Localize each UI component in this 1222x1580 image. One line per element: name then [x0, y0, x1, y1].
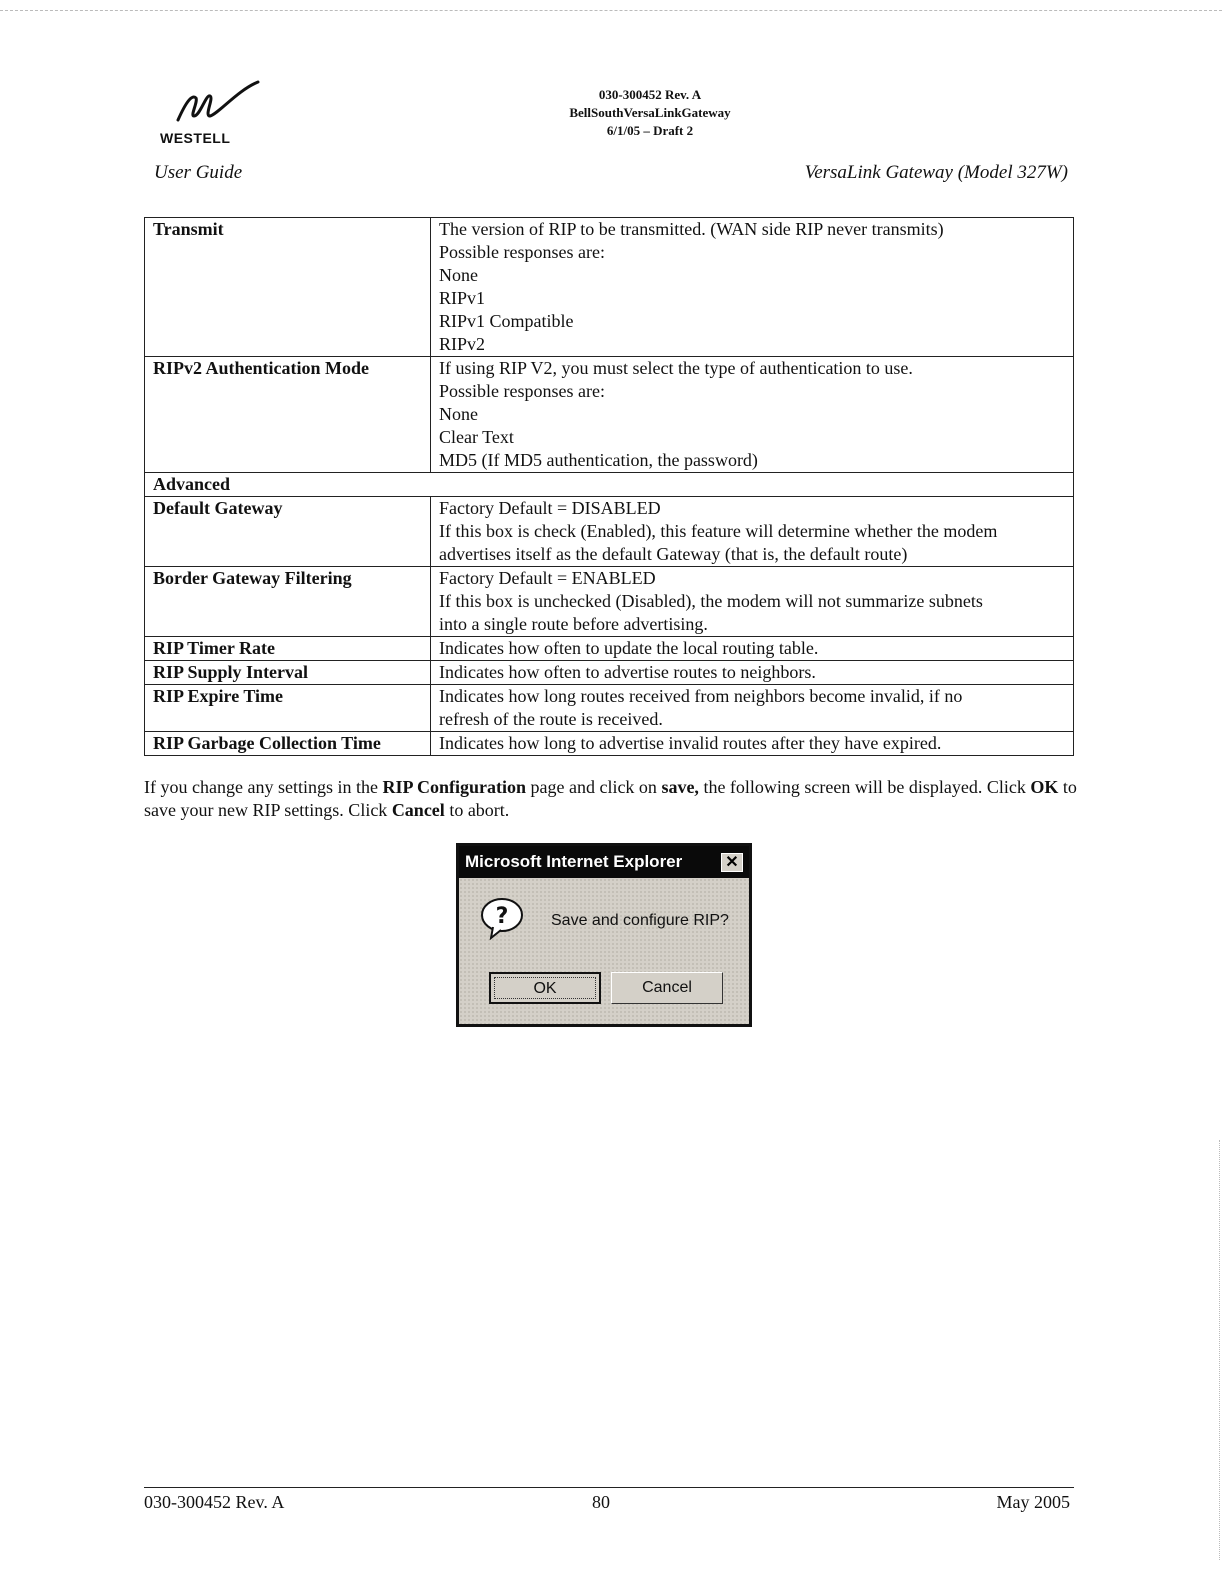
westell-signature-icon [168, 80, 268, 130]
ok-button[interactable]: OK [489, 972, 601, 1004]
section-heading: Advanced [145, 473, 1074, 497]
setting-name: RIPv2 Authentication Mode [145, 357, 431, 473]
setting-description: If using RIP V2, you must select the type of authentication to use. Possible responses are: None Clear Text MD5 (If MD5 authentication, the password) [431, 357, 1074, 473]
setting-name: Transmit [145, 218, 431, 357]
setting-description: Factory Default = DISABLED If this box is check (Enabled), this feature will determine whether the modem advertises itself as the default Gateway (that is, the default route) [431, 497, 1074, 567]
table-row [145, 637, 1074, 661]
table-row [145, 357, 1074, 473]
product-name: BellSouthVersaLinkGateway [569, 105, 731, 120]
document-id-block [500, 86, 800, 140]
footer-date: May 2005 [996, 1492, 1070, 1512]
doc-number: 030-300452 Rev. A [598, 87, 702, 102]
dialog-message: Save and configure RIP? [551, 912, 729, 929]
westell-logo [160, 80, 270, 150]
confirm-dialog [456, 843, 752, 1027]
table-row [145, 685, 1074, 732]
header-left-title: User Guide [154, 162, 243, 183]
setting-description: The version of RIP to be transmitted. (WAN side RIP never transmits) Possible responses are: None RIPv1 RIPv1 Compatible RIPv2 [431, 218, 1074, 357]
setting-name: RIP Supply Interval [145, 661, 431, 685]
setting-name: RIP Garbage Collection Time [145, 732, 431, 756]
page-number: 80 [592, 1492, 610, 1512]
rip-settings-table [144, 217, 1074, 756]
table-row [145, 732, 1074, 756]
table-row [145, 567, 1074, 637]
setting-description: Indicates how long to advertise invalid routes after they have expired. [431, 732, 1074, 756]
footer-divider [144, 1487, 1074, 1488]
setting-description: Factory Default = ENABLED If this box is unchecked (Disabled), the modem will not summarize subnets into a single route before advertising. [431, 567, 1074, 637]
header-right-title: VersaLink Gateway (Model 327W) [804, 162, 1068, 183]
table-row [145, 497, 1074, 567]
setting-description: Indicates how often to update the local routing table. [431, 637, 1074, 661]
logo-text: WESTELL [160, 130, 231, 146]
setting-name: RIP Timer Rate [145, 637, 431, 661]
table-row [145, 218, 1074, 357]
scan-artifact-right [1219, 1140, 1220, 1560]
scan-artifact-top [0, 10, 1222, 11]
cancel-button[interactable]: Cancel [611, 972, 723, 1004]
setting-name: Border Gateway Filtering [145, 567, 431, 637]
setting-description: Indicates how often to advertise routes to neighbors. [431, 661, 1074, 685]
dialog-title: Microsoft Internet Explorer [459, 846, 749, 878]
setting-name: Default Gateway [145, 497, 431, 567]
setting-name: RIP Expire Time [145, 685, 431, 732]
close-icon[interactable]: ✕ [721, 853, 743, 872]
table-row [145, 661, 1074, 685]
setting-description: Indicates how long routes received from neighbors become invalid, if no refresh of the route is received. [431, 685, 1074, 732]
table-section-row [145, 473, 1074, 497]
svg-text:?: ? [495, 904, 509, 929]
footer-doc-number: 030-300452 Rev. A [144, 1492, 285, 1512]
instruction-paragraph: If you change any settings in the RIP Configuration page and click on save, the following screen will be displayed. Click OK to save your new RIP settings. Click Cancel to abort. [144, 777, 1077, 820]
draft-date: 6/1/05 – Draft 2 [606, 123, 694, 138]
question-icon [479, 896, 525, 940]
